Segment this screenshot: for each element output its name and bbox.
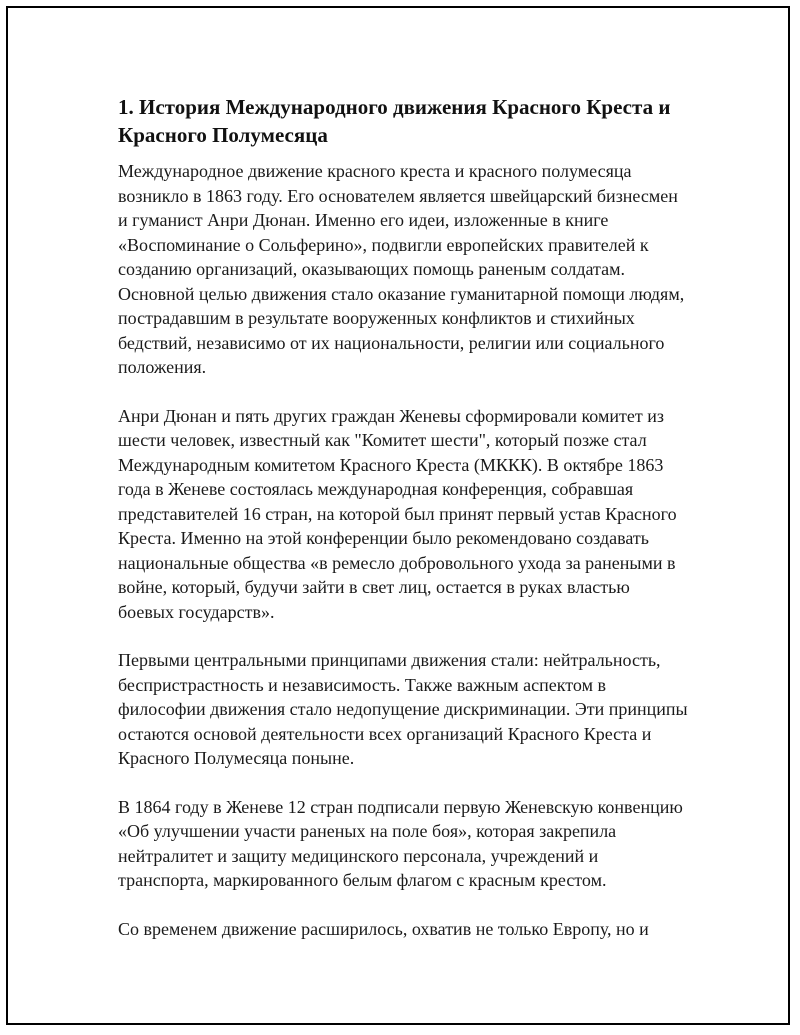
paragraph-4: В 1864 году в Женеве 12 стран подписали первую Женевскую конвенцию «Об улучшении участи раненых на поле боя», которая закрепила нейтралитет и защиту медицинского персонала, учреждений и транспорта, маркированного белым флагом с красным крестом. — [118, 796, 683, 890]
document-title: 1. История Международного движения Красного Креста и Красного Полумесяца — [118, 95, 671, 147]
paragraph-3: Первыми центральными принципами движения стали: нейтральность, беспристрастность и независимость. Также важным аспектом в философии движения стало недопущение дискриминации. Эти принципы остаются основой деятельности всех организаций Красного Креста и Красного Полумесяца поныне. — [118, 650, 688, 768]
document-body — [118, 93, 690, 965]
paragraph-1: Международное движение красного креста и красного полумесяца возникло в 1863 году. Его основателем является швейцарский бизнесмен и гуманист Анри Дюнан. Именно его идеи, изложенные в книге «Воспоминание о Сольферино», подвигли европейских правителей к созданию организаций, оказывающих помощь раненым солдатам. Основной целью движения стало оказание гуманитарной помощи людям, пострадавшим в результате вооруженных конфликтов и стихийных бедствий, независимо от их национальности, религии или социального положения. — [118, 161, 685, 377]
paragraph-2: Анри Дюнан и пять других граждан Женевы сформировали комитет из шести человек, известный как "Комитет шести", который позже стал Международным комитетом Красного Креста (МККК). В октябре 1863 года в Женеве состоялась международная конференция, собравшая представителей 16 стран, на которой был принят первый устав Красного Креста. Именно на этой конференции было рекомендовано создавать национальные общества «в ремесло добровольного ухода за ранеными в войне, который, будучи зайти в свет лиц, остается в руках властью боевых государств». — [118, 405, 677, 622]
paragraph-5: Со временем движение расширилось, охватив не только Европу, но и — [118, 918, 649, 939]
